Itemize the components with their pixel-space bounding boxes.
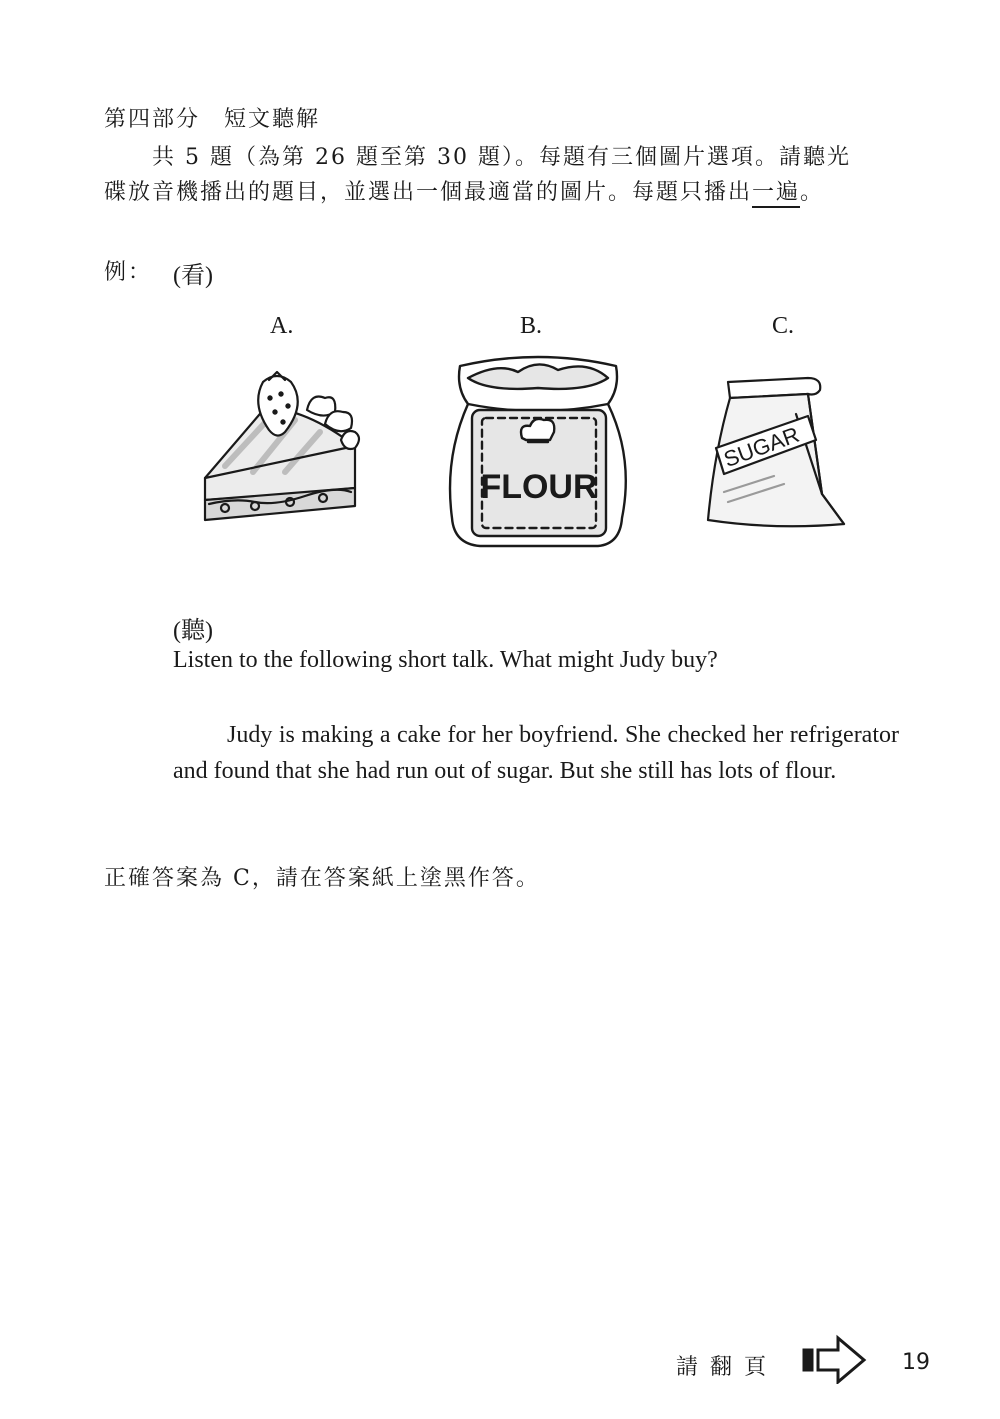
option-a-label: A.: [270, 313, 294, 339]
sugar-bag-text: SUGAR: [720, 421, 803, 473]
answer-text: 正確答案為 C，請在答案紙上塗黑作答。: [104, 866, 540, 891]
example-label: 例：: [104, 260, 153, 285]
look-label: (看): [173, 263, 213, 289]
instruction-emphasis: 一遍: [752, 180, 800, 208]
option-c-label: C.: [772, 313, 795, 339]
passage-text: Judy is making a cake for her boyfriend. She checked her refrigerator and found that she had run out of sugar. But she still has lots of flour.: [173, 722, 899, 784]
turn-page-label: 請翻頁: [676, 1355, 779, 1380]
instruction-line-1: 共 5 題（為第 26 題至第 30 題）。每題有三個圖片選項。請聽光: [152, 145, 851, 170]
instruction-line-2: [104, 175, 824, 206]
flour-bag-text: FLOUR: [480, 468, 598, 506]
listen-label: (聽): [173, 618, 213, 644]
instruction-end: 。: [800, 180, 825, 205]
instruction-text: 碟放音機播出的題目，並選出一個最適當的圖片。每題只播出: [104, 180, 753, 205]
question-text: Listen to the following short talk. What might Judy buy?: [173, 647, 718, 673]
flour-bag-icon: [438, 348, 638, 552]
section-title: 第四部分 短文聽解: [104, 107, 321, 132]
right-arrow-icon[interactable]: [800, 1334, 870, 1384]
sugar-bag-icon: [704, 374, 852, 532]
option-b-label: B.: [520, 313, 543, 339]
cake-slice-icon: [195, 368, 365, 530]
page-number: 19: [902, 1350, 930, 1375]
